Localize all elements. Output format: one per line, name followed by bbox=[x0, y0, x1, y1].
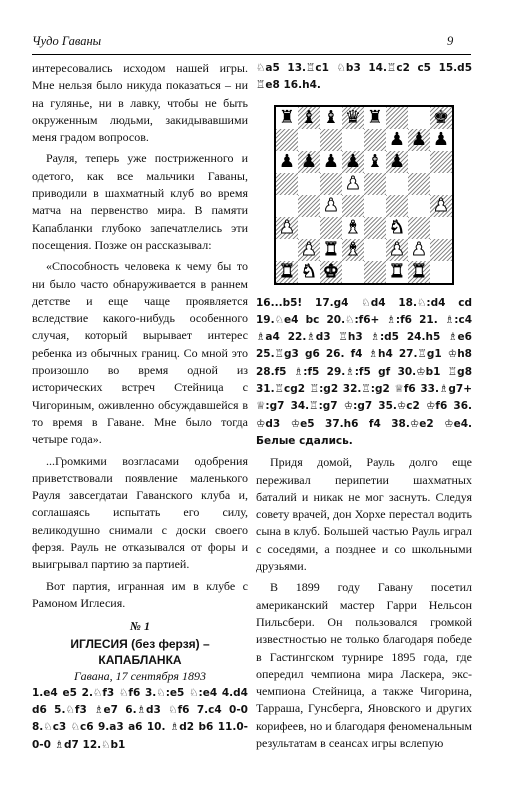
board-square bbox=[298, 107, 320, 129]
white-bishop-icon: ♝ bbox=[344, 216, 362, 238]
header-rule bbox=[32, 54, 471, 55]
board-square bbox=[276, 151, 298, 173]
right-column bbox=[256, 60, 472, 752]
board-square bbox=[320, 217, 342, 239]
board-square bbox=[276, 217, 298, 239]
board-square bbox=[342, 239, 364, 261]
board-square bbox=[408, 129, 430, 151]
board-square bbox=[320, 173, 342, 195]
board-square bbox=[320, 107, 342, 129]
board-square bbox=[364, 239, 386, 261]
game-moves-continued: ♘a5 13.♖c1 ♘b3 14.♖c2 c5 15.d5 ♖e8 16.h4. bbox=[256, 62, 472, 92]
board-square bbox=[430, 107, 452, 129]
board-square bbox=[386, 129, 408, 151]
board-square bbox=[342, 195, 364, 217]
black-pawn-icon: ♟ bbox=[278, 150, 296, 172]
board-square bbox=[342, 261, 364, 283]
black-pawn-icon: ♟ bbox=[410, 128, 428, 150]
black-pawn-icon: ♟ bbox=[388, 150, 406, 172]
board-square bbox=[276, 239, 298, 261]
board-square bbox=[430, 261, 452, 283]
board-square bbox=[320, 151, 342, 173]
board-square bbox=[408, 261, 430, 283]
board-square bbox=[298, 217, 320, 239]
white-pawn-icon: ♟ bbox=[322, 194, 340, 216]
board-square bbox=[430, 239, 452, 261]
chess-diagram bbox=[274, 105, 472, 285]
board-square bbox=[408, 173, 430, 195]
board-square bbox=[408, 217, 430, 239]
white-knight-icon: ♞ bbox=[388, 216, 406, 238]
board-square bbox=[408, 195, 430, 217]
board-square bbox=[298, 129, 320, 151]
board-square bbox=[386, 151, 408, 173]
paragraph: В 1899 году Гавану посетил американский мастер Гарри Нельсон Пильсбери. Он пользовался громкой известностью не только благодаря победе в Гастингском турнире 1895 года, где опередил чемпиона мира Ласкера, экс-чемпиона Стейница, а также Чигорина, Тарраша, Гунсберга, Яновского и других корифеев, но и благодаря феноменальным результатам в сеансах игры вслепую bbox=[256, 580, 472, 751]
board-square bbox=[386, 107, 408, 129]
board-square bbox=[386, 239, 408, 261]
board-square bbox=[408, 239, 430, 261]
white-pawn-icon: ♟ bbox=[300, 238, 318, 260]
black-queen-icon: ♛ bbox=[344, 106, 362, 128]
board-square bbox=[276, 107, 298, 129]
board-square bbox=[276, 173, 298, 195]
board-square bbox=[320, 261, 342, 283]
black-pawn-icon: ♟ bbox=[344, 150, 362, 172]
board-square bbox=[386, 261, 408, 283]
black-pawn-icon: ♟ bbox=[322, 150, 340, 172]
black-bishop-icon: ♝ bbox=[366, 150, 384, 172]
paragraph: ...Громкими возгласами одобрения приветствовали появление маленького Рауля завсегдатаи Гаванского клуба и, соглашаясь испытать его силу, великодушно снимали с доски своего ферзя. Рауль не отказывался от форы и выигрывал партию за партией. bbox=[32, 453, 248, 572]
black-bishop-icon: ♝ bbox=[322, 106, 340, 128]
white-pawn-icon: ♟ bbox=[344, 172, 362, 194]
game-moves-final: 16...b5! 17.g4 ♘d4 18.♘:d4 cd 19.♘e4 bc 20.♘:f6+ ♗:f6 21. ♗:c4 ♗a4 22.♗d3 ♖h3 ♗:d5 24.h5 ♗e6 25.♖g3 g6 26. f4 ♗h4 27.♖g1 ♔h8 28.f5 ♗:f5 29.♗:f5 gf 30.♔b1 ♖g8 31.♖cg2 ♖:g2 32.♖:g2 ♕f6 33.♗g7+ ♕:g7 34.♖:g7 ♔:g7 35.♔c2 ♔f6 36. ♔d3 ♔e5 37.h6 f4 38.♔e2 ♔e4. Белые сдались. bbox=[256, 296, 472, 447]
black-bishop-icon: ♝ bbox=[300, 106, 318, 128]
white-pawn-icon: ♟ bbox=[432, 194, 450, 216]
board-square bbox=[320, 129, 342, 151]
board-square bbox=[342, 173, 364, 195]
board-square bbox=[364, 129, 386, 151]
white-rook-icon: ♜ bbox=[410, 260, 428, 282]
board-square bbox=[364, 107, 386, 129]
running-title: Чудо Гаваны bbox=[32, 34, 102, 48]
board-square bbox=[342, 151, 364, 173]
board-square bbox=[430, 217, 452, 239]
black-pawn-icon: ♟ bbox=[432, 128, 450, 150]
board-square bbox=[386, 173, 408, 195]
board-square bbox=[342, 129, 364, 151]
black-king-icon: ♚ bbox=[432, 106, 450, 128]
board-square bbox=[364, 195, 386, 217]
board-square bbox=[342, 217, 364, 239]
board-square bbox=[408, 107, 430, 129]
board-square bbox=[276, 195, 298, 217]
board-square bbox=[364, 173, 386, 195]
board-square bbox=[408, 151, 430, 173]
left-column bbox=[32, 60, 248, 754]
board-square bbox=[364, 217, 386, 239]
paragraph: Вот партия, игранная им в клубе с Рамоном Иглесия. bbox=[32, 578, 248, 610]
game-players-line-1: ИГЛЕСИЯ (без ферзя) – bbox=[70, 636, 210, 651]
black-rook-icon: ♜ bbox=[278, 106, 296, 128]
board-square bbox=[364, 151, 386, 173]
black-pawn-icon: ♟ bbox=[388, 128, 406, 150]
white-rook-icon: ♜ bbox=[388, 260, 406, 282]
white-pawn-icon: ♟ bbox=[410, 238, 428, 260]
white-rook-icon: ♜ bbox=[278, 260, 296, 282]
chess-board bbox=[274, 105, 454, 285]
game-number: № 1 bbox=[130, 619, 150, 634]
white-knight-icon: ♞ bbox=[300, 260, 318, 282]
paragraph: Рауля, теперь уже постриженного и одетого, как все мальчики Гаваны, приводили в шахматный клуб во время матча на первенство мира. В памяти Капабланки глубоко запечатлелись эти посещения. Позже он рассказывал: bbox=[32, 151, 248, 252]
paragraph: интересовались исходом нашей игры. Мне нельзя было никуда показаться – ни на гулянье, ни в лавку, чтобы не быть окруженным людьми, закидывавшими меня градом вопросов. bbox=[32, 61, 248, 145]
board-square bbox=[386, 195, 408, 217]
board-square bbox=[430, 173, 452, 195]
white-bishop-icon: ♝ bbox=[344, 238, 362, 260]
board-square bbox=[430, 151, 452, 173]
white-pawn-icon: ♟ bbox=[278, 216, 296, 238]
board-square bbox=[298, 239, 320, 261]
board-square bbox=[298, 151, 320, 173]
white-rook-icon: ♜ bbox=[322, 238, 340, 260]
board-square bbox=[430, 129, 452, 151]
board-square bbox=[298, 173, 320, 195]
board-square bbox=[298, 261, 320, 283]
board-square bbox=[320, 195, 342, 217]
quote-paragraph: «Способность человека к чему бы то ни было часто обнаруживается в раннем детстве и еще чаще проявляется вследствие какого-нибудь особенного случая, который вырывает интерес ребенка из обычных границ. Со мной это произошло во время одной из исторических встреч Стейница с Чигориным, оживленно обсуждавшейся в то время в Гаване. Мне было тогда четыре года». bbox=[32, 259, 248, 447]
white-pawn-icon: ♟ bbox=[388, 238, 406, 260]
game-place-date: Гавана, 17 сентября 1893 bbox=[74, 668, 206, 683]
board-square bbox=[386, 217, 408, 239]
black-pawn-icon: ♟ bbox=[300, 150, 318, 172]
board-square bbox=[364, 261, 386, 283]
page-number: 9 bbox=[447, 34, 454, 48]
game-moves: 1.e4 e5 2.♘f3 ♘f6 3.♘:e5 ♘:e4 4.d4 d6 5.♘f3 ♗e7 6.♗d3 ♘f6 7.c4 0-0 8.♘c3 ♘c6 9.a3 a6 10. ♗d2 b6 11.0-0-0 ♗d7 12.♘b1 bbox=[32, 686, 248, 751]
paragraph: Придя домой, Рауль долго еще переживал перипетии шахматных баталий и никак не мог заснуть. Следуя совету врачей, дон Хорхе перестал водить сына в клуб. Большей частью Рауль играл с соседями, а позднее и со школьными друзьями. bbox=[256, 455, 472, 574]
board-square bbox=[298, 195, 320, 217]
board-square bbox=[320, 239, 342, 261]
board-square bbox=[276, 129, 298, 151]
game-players-line-2: КАПАБЛАНКА bbox=[98, 652, 182, 667]
board-square bbox=[276, 261, 298, 283]
board-square bbox=[430, 195, 452, 217]
board-square bbox=[342, 107, 364, 129]
white-king-icon: ♚ bbox=[322, 260, 340, 282]
black-rook-icon: ♜ bbox=[366, 106, 384, 128]
